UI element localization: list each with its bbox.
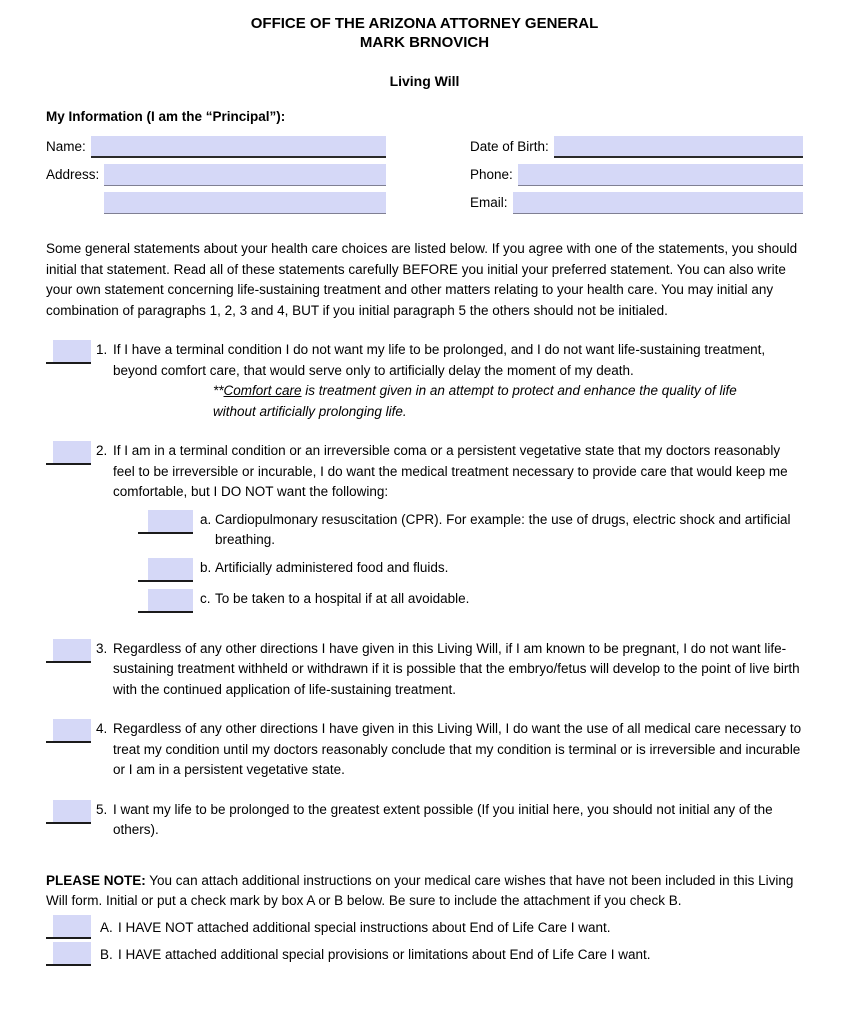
note-stars: ** [213,383,224,398]
option-b-letter: B. [100,947,113,962]
statement-5 [46,800,803,841]
initial-line-statement-2 [46,441,91,465]
sub-b-letter: b. [200,559,212,575]
email-input[interactable] [513,192,803,214]
sub-a-letter: a. [200,511,212,527]
statement-4-number: 4. [96,721,108,736]
initial-box-statement-5[interactable] [53,800,91,822]
initial-box-option-a[interactable] [53,915,91,937]
initial-line-sub-b [138,558,193,582]
email-label: Email: [470,194,508,210]
address-input-line2[interactable] [104,192,386,214]
office-header-line1: OFFICE OF THE ARIZONA ATTORNEY GENERAL [250,15,599,32]
statement-2-sub-c [138,589,803,613]
dob-input[interactable] [554,136,803,158]
initial-box-option-b[interactable] [53,942,91,964]
statement-4 [46,719,803,781]
statement-1-number: 1. [96,342,108,357]
my-information-section [46,130,803,214]
attachment-option-b [46,942,803,966]
statement-1-body [113,340,803,422]
phone-label: Phone: [470,166,513,182]
initial-line-statement-3 [46,639,91,663]
statement-1 [46,340,803,422]
name-row [46,130,386,158]
sub-c-text: To be taken to a hospital if at all avoidable. [215,590,470,606]
info-column-right [470,130,803,214]
sub-a-text: Cardiopulmonary resuscitation (CPR). For example: the use of drugs, electric shock and artificial breathing. [215,511,791,547]
please-note-paragraph [46,871,803,912]
initial-box-statement-2[interactable] [53,441,91,463]
initial-box-statement-3[interactable] [53,639,91,661]
please-note-text: You can attach additional instructions on your medical care wishes that have not been included in this Living Will form. Initial or put a check mark by box A or B below. Be sure to include the attachment if you check B. [46,872,794,908]
my-information-heading: My Information (I am the “Principal”): [46,108,286,124]
address-row-1 [46,158,386,186]
info-column-left [46,130,386,214]
statement-3-text: Regardless of any other directions I have given in this Living Will, if I am known to be pregnant, I do not want life-sustaining treatment withheld or withdrawn if it is possible that the embryo/fetus will develop to the point of live birth with the continued application of life-sustaining treatment. [113,640,800,697]
option-a-text: I HAVE NOT attached additional special instructions about End of Life Care I want. [118,920,611,935]
statement-2 [46,441,803,620]
initial-box-sub-b[interactable] [148,558,193,580]
name-label: Name: [46,138,86,154]
address-row-2 [46,186,386,214]
statement-1-text: If I have a terminal condition I do not want my life to be prolonged, and I do not want life-sustaining treatment, beyond comfort care, that would serve only to artificially delay the moment of my death. [113,342,766,378]
initial-line-sub-c [138,589,193,613]
initial-box-sub-c[interactable] [148,589,193,611]
initial-line-sub-a [138,510,193,534]
dob-label: Date of Birth: [470,138,549,154]
initial-line-option-a [46,915,91,939]
name-input[interactable] [91,136,386,158]
statement-2-text: If I am in a terminal condition or an irreversible coma or a persistent vegetative state that my doctors reasonably feel to be irreversible or incurable, I do want the medical treatment necessary to provide care that would keep me comfortable, but I DO NOT want the following: [113,443,788,499]
statement-2-body [113,441,803,620]
comfort-care-note [213,381,765,422]
initial-box-statement-1[interactable] [53,340,91,362]
initial-line-statement-4 [46,719,91,743]
intro-paragraph: Some general statements about your health care choices are listed below. If you agree with one of the statements, you should initial that statement. Read all of these statements carefully BEFORE you initial your preferred statement. You can also write your own statement concerning life-sustaining treatment and other matters relating to your health care. You may initial any combination of paragraphs 1, 2, 3 and 4, BUT if you initial paragraph 5 the others should not be initialed. [46,241,798,318]
statement-2-number: 2. [96,443,108,458]
sub-b-text: Artificially administered food and fluids. [215,559,449,575]
option-a-letter: A. [100,920,113,935]
please-note-label: PLEASE NOTE: [46,872,146,888]
initial-line-statement-5 [46,800,91,824]
attachment-option-a [46,915,803,939]
phone-row [470,158,803,186]
statement-3 [46,639,803,701]
statement-5-text: I want my life to be prolonged to the greatest extent possible (If you initial here, you should not initial any of the others). [113,801,773,837]
statement-2-sub-b [138,558,803,582]
dob-row [470,130,803,158]
initial-box-statement-4[interactable] [53,719,91,741]
phone-input[interactable] [518,164,803,186]
initial-line-statement-1 [46,340,91,364]
sub-c-letter: c. [200,590,211,606]
note-rest: is treatment given in an attempt to protect and enhance the quality of life without artificially prolonging life. [213,383,737,419]
statement-3-number: 3. [96,640,108,656]
note-term-comfort-care: Comfort care [223,383,302,398]
address-input-line1[interactable] [104,164,386,186]
document-title: Living Will [389,73,460,89]
office-header [46,14,803,52]
statement-4-text: Regardless of any other directions I have given in this Living Will, I do want the use of all medical care necessary to treat my condition until my doctors reasonably conclude that my condition is terminal or is irreversible and incurable or I am in a persistent vegetative state. [113,721,802,777]
option-b-text: I HAVE attached additional special provisions or limitations about End of Life Care I want. [118,947,651,962]
statement-5-number: 5. [96,801,108,817]
office-header-line2: MARK BRNOVICH [359,34,490,51]
statement-2-sub-a [138,510,803,551]
initial-box-sub-a[interactable] [148,510,193,532]
initial-line-option-b [46,942,91,966]
email-row [470,186,803,214]
address-label: Address: [46,166,100,182]
